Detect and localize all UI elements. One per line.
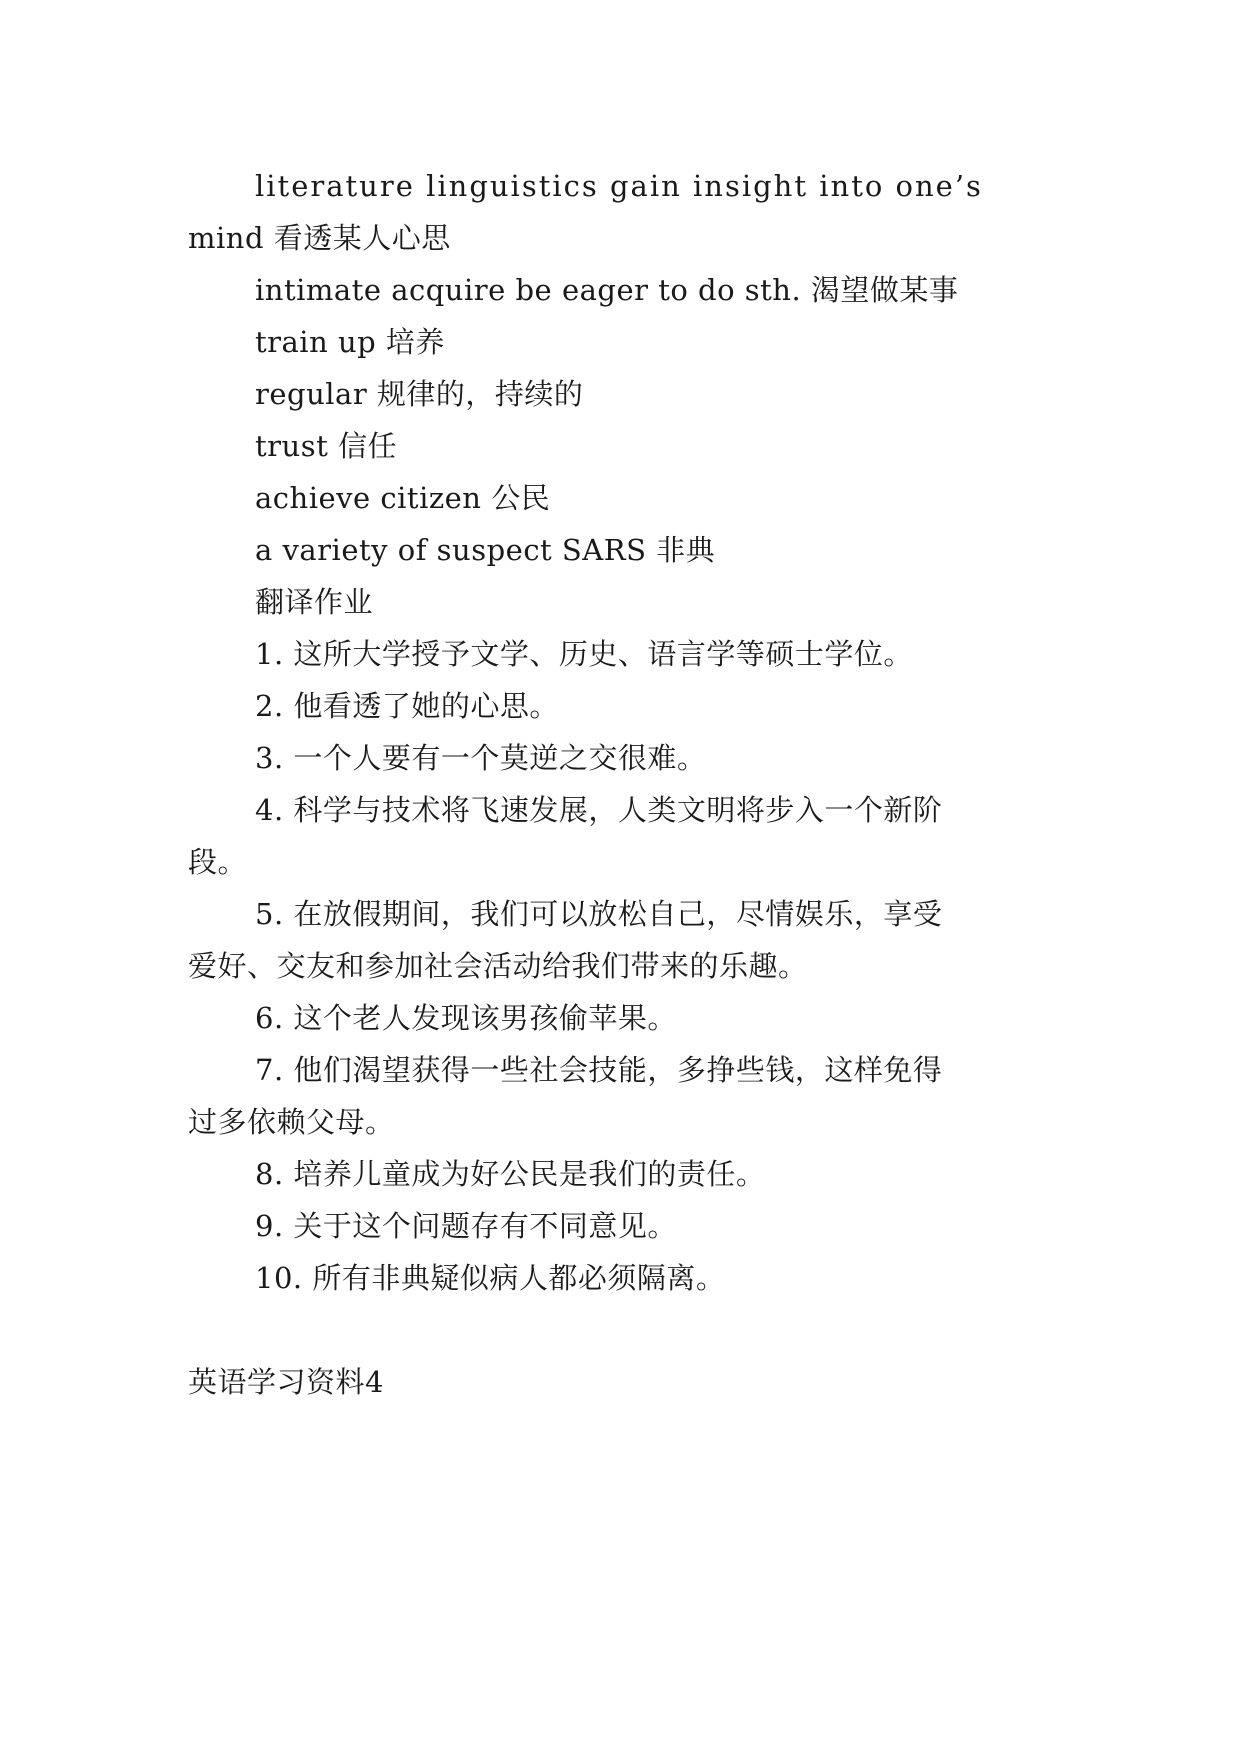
vocab-line-8: a variety of suspect SARS 非典 (255, 533, 716, 567)
sentence-5-cont: 爱好、交友和参加社会活动给我们带来的乐趣。 (188, 949, 808, 983)
sentence-9: 9. 关于这个问题存有不同意见。 (255, 1209, 677, 1243)
next-section-title: 英语学习资料4 (188, 1365, 384, 1399)
vocab-line-6: trust 信任 (255, 429, 397, 463)
sentence-6: 6. 这个老人发现该男孩偷苹果。 (255, 1001, 677, 1035)
vocab-line-3: intimate acquire be eager to do sth. 渴望做某事 (255, 273, 959, 307)
sentence-7: 7. 他们渴望获得一些社会技能，多挣些钱，这样免得 (255, 1053, 943, 1087)
vocab-line-2: mind 看透某人心思 (188, 221, 451, 255)
vocab-line-7: achieve citizen 公民 (255, 481, 551, 515)
sentence-2: 2. 他看透了她的心思。 (255, 689, 559, 723)
sentence-10: 10. 所有非典疑似病人都必须隔离。 (255, 1261, 726, 1295)
vocab-line-1: literature linguistics gain insight into one’s (255, 169, 983, 203)
sentence-4: 4. 科学与技术将飞速发展，人类文明将步入一个新阶 (255, 793, 943, 827)
vocab-line-4: train up 培养 (255, 325, 445, 359)
sentence-7-cont: 过多依赖父母。 (188, 1105, 395, 1139)
sentence-4-cont: 段。 (188, 845, 248, 879)
sentence-3: 3. 一个人要有一个莫逆之交很难。 (255, 741, 707, 775)
sentence-1: 1. 这所大学授予文学、历史、语言学等硕士学位。 (255, 637, 913, 671)
sentence-5: 5. 在放假期间，我们可以放松自己，尽情娱乐，享受 (255, 897, 943, 931)
sentence-8: 8. 培养儿童成为好公民是我们的责任。 (255, 1157, 766, 1191)
vocab-line-5: regular 规律的，持续的 (255, 377, 584, 411)
section-heading: 翻译作业 (255, 585, 374, 619)
